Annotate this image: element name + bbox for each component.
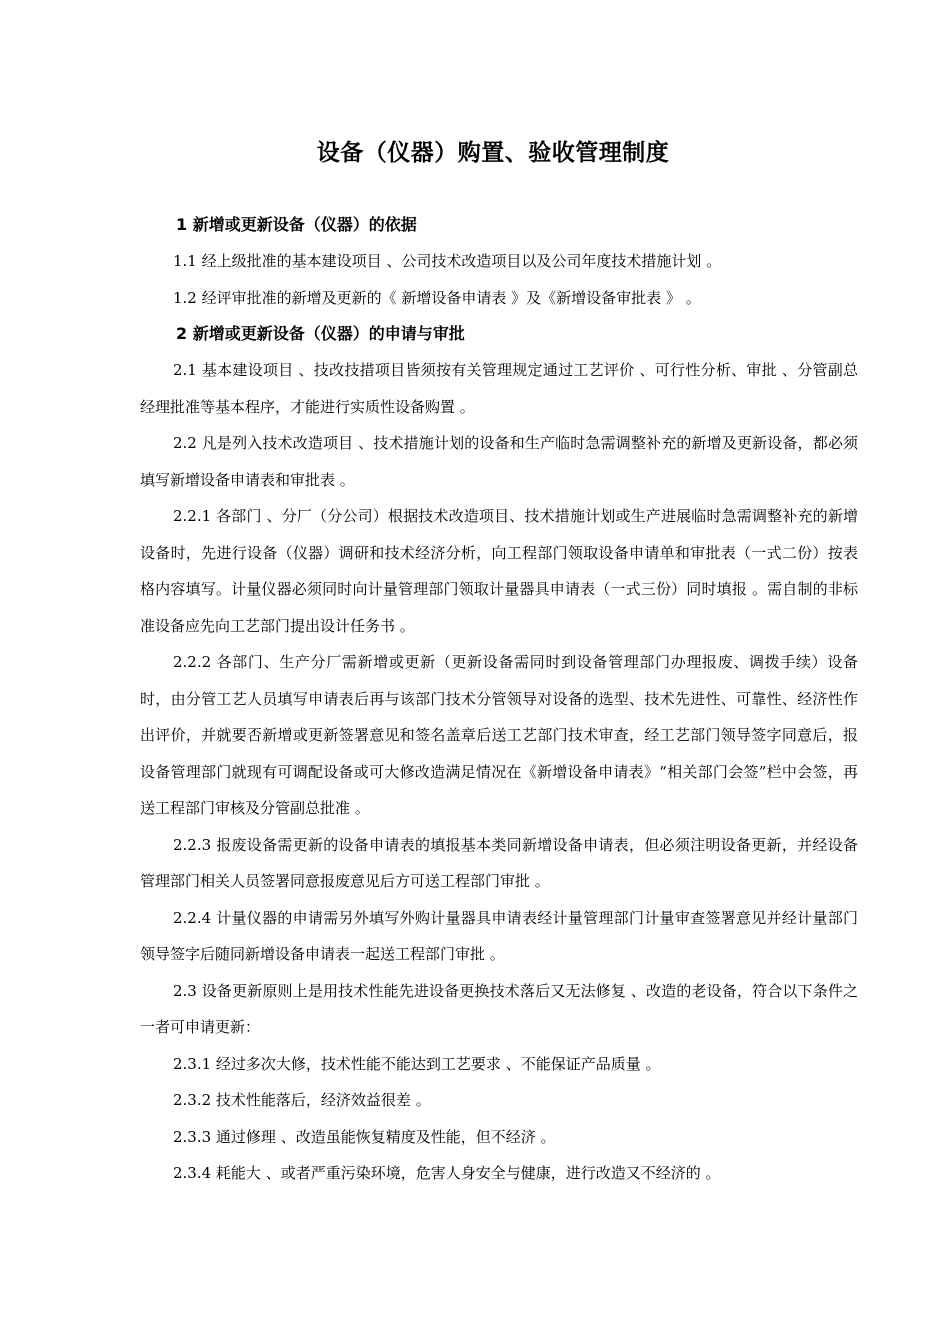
paragraph: 2.3 设备更新原则上是用技术性能先进设备更换技术落后又无法修复 、改造的老设备，符合以下条件之一者可申请更新： bbox=[140, 981, 858, 1036]
paragraph: 2.3.2 技术性能落后，经济效益很差 。 bbox=[173, 1091, 431, 1109]
paragraph: 1.2 经评审批准的新增及更新的《 新增设备申请表 》及《新增设备审批表 》 。 bbox=[173, 288, 701, 307]
paragraph: 2.3.3 通过修理 、改造虽能恢复精度及性能，但不经济 。 bbox=[173, 1127, 556, 1146]
paragraph: 2.3.4 耗能大 、或者严重污染环境，危害人身安全与健康，进行改造又不经济的 。 bbox=[173, 1164, 721, 1182]
paragraph: 2.2.1 各部门 、分厂（分公司）根据技术改造项目、技术措施计划或生产进展临时急需调整补充的新增设备时，先进行设备（仪器）调研和技术经济分析，向工程部门领取设备申请单和审批表（一式二份）按表格内容填写。计量仪器必须同时向计量管理部门领取计量器具申请表（一式三份）同时填报 。需自制的非标准设备应先向工艺部门提出设计任务书 。 bbox=[140, 507, 858, 635]
paragraph: 2.2 凡是列入技术改造项目 、技术措施计划的设备和生产临时急需调整补充的新增及更新设备，都必须填写新增设备申请表和审批表 。 bbox=[140, 434, 858, 489]
paragraph: 2.2.3 报废设备需更新的设备申请表的填报基本类同新增设备申请表，但必须注明设备更新，并经设备管理部门相关人员签署同意报废意见后方可送工程部门审批 。 bbox=[140, 835, 858, 890]
section-heading: 2 新增或更新设备（仪器）的申请与审批 bbox=[176, 324, 465, 343]
section-heading: 1 新增或更新设备（仪器）的依据 bbox=[176, 215, 417, 234]
paragraph: 2.2.2 各部门、生产分厂需新增或更新（更新设备需同时到设备管理部门办理报废、调拨手续）设备时，由分管工艺人员填写申请表后再与该部门技术分管领导对设备的选型、技术先进性、可靠性、经济性作出评价，并就要否新增或更新签署意见和签名盖章后送工艺部门技术审查，经工艺部门领导签字同意后，报设备管理部门就现有可调配设备或可大修改造满足情况在《新增设备申请表》“相关部门会签”栏中会签，再送工程部门审核及分管副总批准 。 bbox=[140, 653, 858, 817]
paragraph: 2.3.1 经过多次大修，技术性能不能达到工艺要求 、不能保证产品质量 。 bbox=[173, 1054, 661, 1073]
paragraph: 2.2.4 计量仪器的申请需另外填写外购计量器具申请表经计量管理部门计量审查签署意见并经计量部门领导签字后随同新增设备申请表一起送工程部门审批 。 bbox=[140, 908, 858, 963]
paragraph: 1.1 经上级批准的基本建设项目 、公司技术改造项目以及公司年度技术措施计划 。 bbox=[173, 252, 722, 270]
document-body bbox=[140, 207, 858, 1192]
document-title: 设备（仪器）购置、验收管理制度 bbox=[316, 140, 670, 166]
paragraph: 2.1 基本建设项目 、技改技措项目皆须按有关管理规定通过工艺评价 、可行性分析、审批 、分管副总经理批准等基本程序，才能进行实质性设备购置 。 bbox=[140, 361, 858, 416]
